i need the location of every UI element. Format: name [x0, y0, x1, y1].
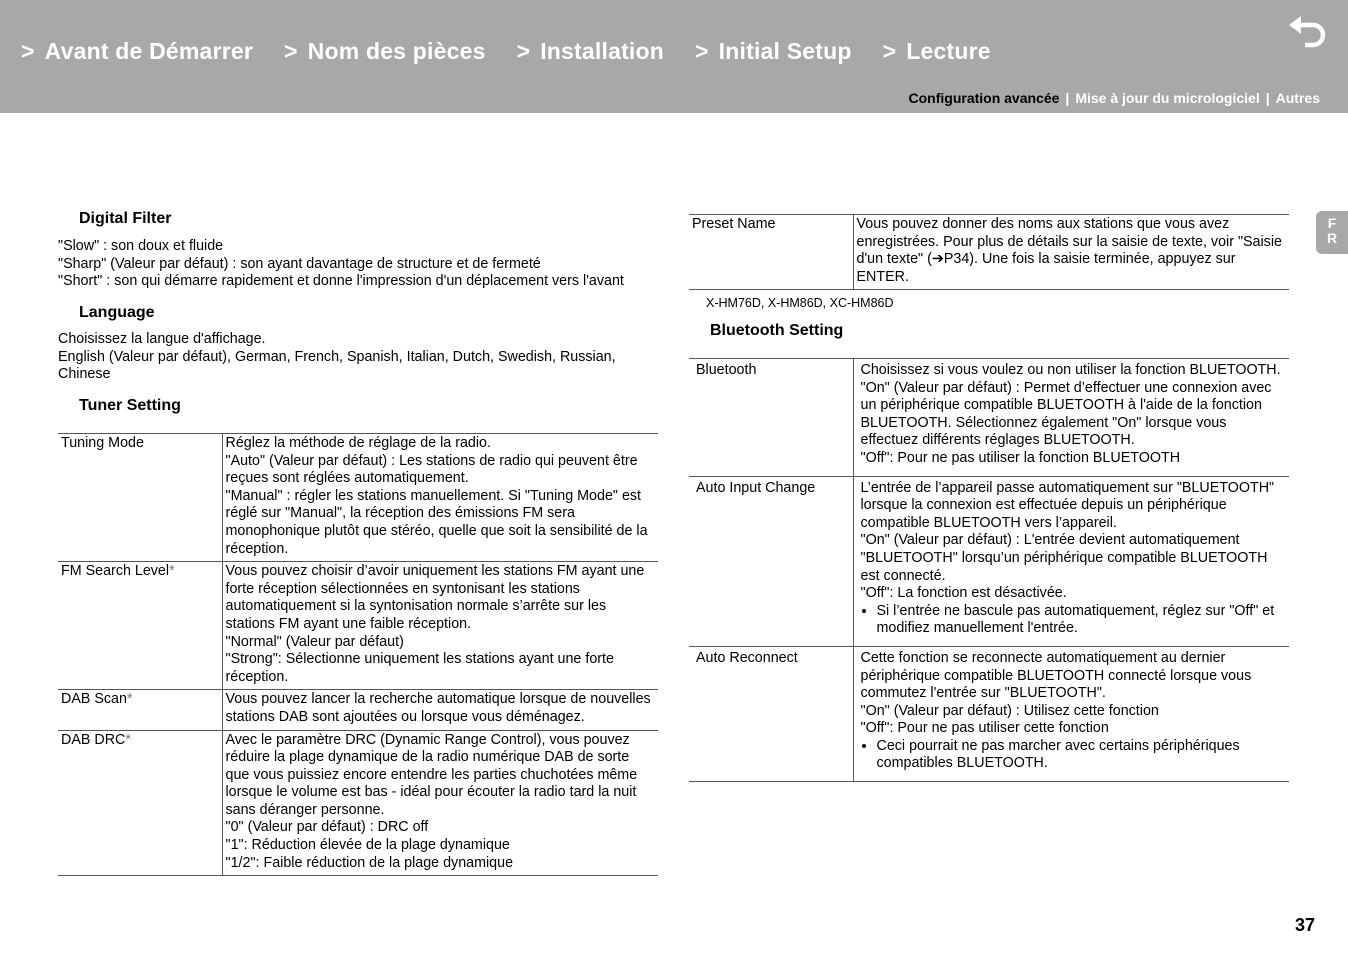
table-row [689, 476, 1289, 646]
language-heading: Language [79, 304, 155, 321]
table-row [58, 434, 658, 562]
row-description: Avec le paramètre DRC (Dynamic Range Control), vous pouvez réduire la plage dynamique de la radio numérique DAB de sorte que vous puissiez encore entendre les parties chuchotées même lorsque le volume est bas - idéal pour écouter la radio tard la nuit sans déranger personne. "0" (Valeur par défaut) : DRC off "1": Réduction élevée de la plage dynamique "1/2": Faible réduction de la plage dynamique [222, 730, 658, 876]
model-note: X-HM76D, X-HM86D, XC-HM86D [706, 296, 894, 310]
row-description: Cette fonction se reconnecte automatiquement au dernier périphérique compatible BLUETOOTH connecté lorsque vous commutez l'entrée sur "BLUETOOTH". "On" (Valeur par défaut) : Utilisez cette fonction "Off": Pour ne pas utiliser cette fonction • Ceci pourrait ne pas marcher avec certains périphériques compatibles BLUETOOTH. [853, 646, 1289, 781]
row-label: Tuning Mode [58, 434, 222, 562]
table-row [58, 730, 658, 876]
main-nav [21, 38, 991, 65]
row-label: DAB DRC* [58, 730, 222, 876]
page-ref-arrow-icon: ➔ [931, 251, 944, 268]
tuner-setting-table [58, 433, 658, 876]
return-arrow-icon[interactable] [1287, 13, 1331, 53]
row-description: Choisissez si vous voulez ou non utiliser la fonction BLUETOOTH. "On" (Valeur par défaut) : Permet d’effectuer une connexion avec un périphérique compatible BLUETOOTH à l'aide de la fonction BLUETOOTH. Sélectionnez également "On" lorsque vous effectuez différents réglages BLUETOOTH. "Off": Pour ne pas utiliser la fonction BLUETOOTH [853, 359, 1289, 477]
row-label: Bluetooth [689, 359, 853, 477]
nav-link-lecture[interactable]: > Lecture [882, 38, 991, 64]
language-text: Choisissez la langue d'affichage. English (Valeur par défaut), German, French, Spanish, Italian, Dutch, Swedish, Russian, Chinese [58, 331, 616, 383]
bluetooth-setting-heading: Bluetooth Setting [710, 322, 844, 339]
subnav-current: Configuration avancée [908, 90, 1060, 106]
page-number: 37 [1295, 915, 1316, 935]
table-row [689, 215, 1289, 290]
row-description: L’entrée de l’appareil passe automatiquement sur "BLUETOOTH" lorsque la connexion est effectuée depuis un périphérique compatible BLUETOOTH vers l’appareil. "On" (Valeur par défaut) : L'entrée devient automatiquement "BLUETOOTH" lorsqu’un périphérique compatible BLUETOOTH est connecté. "Off": La fonction est désactivée. • Si l’entrée ne bascule pas automatiquement, réglez sur "Off" et modifiez manuellement l'entrée. [853, 476, 1289, 646]
table-row [689, 646, 1289, 781]
nav-link-nom-des-pieces[interactable]: > Nom des pièces [284, 38, 486, 64]
header-bar [0, 0, 1348, 113]
nav-link-initial-setup[interactable]: > Initial Setup [695, 38, 852, 64]
table-row [58, 562, 658, 690]
digital-filter-text: "Slow" : son doux et fluide "Sharp" (Valeur par défaut) : son ayant davantage de structure et de fermeté "Short" : son qui démarre rapidement et donne l'impression d'un déplacement vers l'avant [58, 238, 624, 290]
row-description: Vous pouvez choisir d’avoir uniquement les stations FM ayant une forte réception sélectionnées en syntonisant les stations automatiquement si la syntonisation normale s’arrête sur les stations FM ayant une faible réception. "Normal" (Valeur par défaut) "Strong": Sélectionne uniquement les stations ayant une forte réception. [222, 562, 658, 690]
preset-name-table [689, 214, 1289, 290]
bullet-list: • Ceci pourrait ne pas marcher avec certains périphériques compatibles BLUETOOTH. [861, 738, 1286, 773]
row-description: Vous pouvez lancer la recherche automatique lorsque de nouvelles stations DAB sont ajoutées ou lorsque vous déménagez. [222, 690, 658, 730]
row-label: Auto Reconnect [689, 646, 853, 781]
row-label: DAB Scan* [58, 690, 222, 730]
row-label: FM Search Level* [58, 562, 222, 690]
tuner-setting-heading: Tuner Setting [79, 397, 181, 414]
sub-nav: Configuration avancée | Mise à jour du micrologiciel | Autres [908, 90, 1320, 106]
language-tab-fr: F R [1316, 211, 1348, 254]
bullet-list: • Si l’entrée ne bascule pas automatiquement, réglez sur "Off" et modifiez manuellement l'entrée. [861, 603, 1286, 638]
row-label: Auto Input Change [689, 476, 853, 646]
row-label: Preset Name [689, 215, 853, 290]
row-description: Vous pouvez donner des noms aux stations que vous avez enregistrées. Pour plus de détails sur la saisie de texte, voir "Saisie d'un texte" (➔P34). Une fois la saisie terminée, appuyez sur ENTER. [853, 215, 1289, 290]
table-row [689, 359, 1289, 477]
subnav-link-firmware[interactable]: Mise à jour du micrologiciel [1075, 90, 1260, 106]
nav-link-avant-de-demarrer[interactable]: > Avant de Démarrer [21, 38, 253, 64]
table-row [58, 690, 658, 730]
digital-filter-heading: Digital Filter [79, 210, 172, 227]
bluetooth-setting-table [689, 358, 1289, 782]
subnav-link-autres[interactable]: Autres [1275, 90, 1320, 106]
row-description: Réglez la méthode de réglage de la radio. "Auto" (Valeur par défaut) : Les stations de radio qui peuvent être reçues sont réglées automatiquement. "Manual" : régler les stations manuellement. Si "Tuning Mode" est réglé sur "Manual", la réception des émissions FM sera monophonique plutôt que stéréo, quelle que soit la sensibilité de la réception. [222, 434, 658, 562]
nav-link-installation[interactable]: > Installation [516, 38, 665, 64]
